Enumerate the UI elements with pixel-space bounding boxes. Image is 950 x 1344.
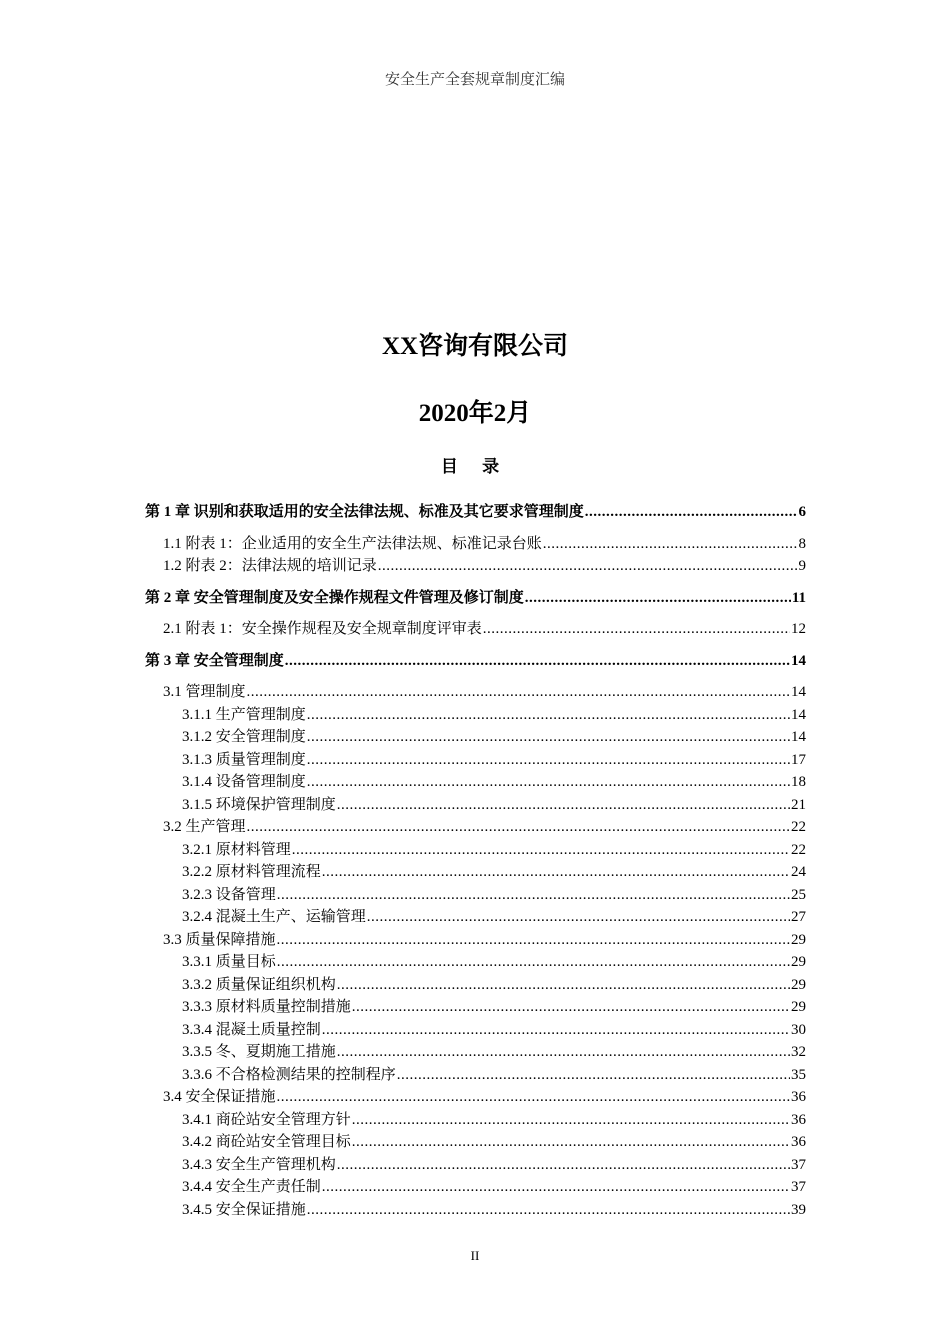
toc-leader-dots [337,1154,790,1177]
toc-entry[interactable] [145,681,806,704]
toc-entry-label: 3.2.1 原材料管理 [182,841,291,858]
toc-entry[interactable] [145,555,806,578]
toc-entry[interactable] [145,974,806,997]
toc-leader-dots [307,749,790,772]
toc-entry-page: 29 [791,931,806,948]
document-date: 2020年2月 [418,400,532,427]
toc-entry-label: 3.3.3 原材料质量控制措施 [182,999,351,1015]
toc-entry-page: 14 [791,684,806,700]
toc-entry-page: 17 [791,751,806,768]
toc-entry-page: 36 [791,1111,806,1128]
toc-entry-label: 2.1 附表 1：安全操作规程及安全规章制度评审表 [163,621,482,637]
toc-leader-dots [307,1199,790,1222]
toc-entry-page: 30 [791,1021,806,1038]
toc-entry-label: 3.4 安全保证措施 [163,1089,276,1105]
toc-entry[interactable] [145,884,806,907]
toc-leader-dots [397,1064,790,1087]
toc-entry-label: 3.4.1 商砼站安全管理方针 [182,1111,351,1128]
toc-entry-page: 35 [791,1066,806,1083]
toc-entry-label: 3.4.5 安全保证措施 [182,1201,306,1218]
toc-entry-page: 36 [791,1134,806,1150]
toc-leader-dots [378,555,798,578]
toc-entry-label: 1.2 附表 2：法律法规的培训记录 [163,558,377,574]
toc-entry[interactable] [145,1086,806,1109]
toc-entry-label: 3.2.2 原材料管理流程 [182,864,321,880]
toc-entry[interactable] [145,1154,806,1177]
toc-entry-label: 3.1.3 质量管理制度 [182,751,306,768]
toc-entry-label: 3.4.3 安全生产管理机构 [182,1156,336,1173]
toc-entry[interactable] [145,951,806,974]
toc-entry-page: 14 [791,729,806,745]
toc-entry-page: 8 [798,535,806,552]
toc-chapter-entry[interactable] [145,650,806,673]
toc-leader-dots [277,951,790,974]
toc-chapter-entry[interactable] [145,501,806,524]
toc-entry-label: 3.4.4 安全生产责任制 [182,1179,321,1195]
toc-entry-page: 32 [791,1044,806,1060]
toc-entry-page: 25 [791,886,806,903]
toc-leader-dots [322,1019,790,1042]
toc-entry-label: 3.3 质量保障措施 [163,931,276,948]
toc-entry-page: 39 [791,1201,806,1218]
toc-entry-page: 6 [798,504,806,520]
toc-leader-dots [307,771,790,794]
toc-entry[interactable] [145,1019,806,1042]
toc-leader-dots [337,794,790,817]
toc-entry-label: 3.2.4 混凝土生产、运输管理 [182,909,366,925]
toc-entry-page: 29 [791,999,806,1015]
toc-entry-page: 14 [791,706,806,723]
toc-entry-page: 37 [791,1179,806,1195]
toc-leader-dots [307,726,790,749]
toc-entry-page: 27 [791,909,806,925]
toc-leader-dots [337,974,790,997]
toc-leader-dots [277,1086,790,1109]
toc-entry-label: 3.1.4 设备管理制度 [182,774,306,790]
toc-entry-page: 29 [791,954,806,970]
toc-entry[interactable] [145,1041,806,1064]
page-header: 安全生产全套规章制度汇编 [384,72,565,88]
toc-entry-label: 1.1 附表 1：企业适用的安全生产法律法规、标准记录台账 [163,535,542,552]
toc-entry-label: 3.2.3 设备管理 [182,886,276,903]
toc-entry-label: 3.4.2 商砼站安全管理目标 [182,1134,351,1150]
toc-entry-label: 3.3.4 混凝土质量控制 [182,1021,321,1038]
toc-leader-dots [585,501,798,524]
toc-entry-page: 21 [791,796,806,813]
toc-leader-dots [277,929,790,952]
toc-entry-label: 第 3 章 安全管理制度 [145,652,284,669]
toc-leader-dots [352,1131,790,1154]
toc-entry-label: 3.3.2 质量保证组织机构 [182,976,336,993]
toc-entry-page: 24 [791,864,806,880]
page-number: II [470,1248,480,1263]
toc-entry[interactable] [145,996,806,1019]
toc-entry[interactable] [145,533,806,556]
toc-entry-page: 18 [791,774,806,790]
toc-entry[interactable] [145,1199,806,1222]
toc-leader-dots [247,681,790,704]
toc-entry[interactable] [145,1131,806,1154]
toc-leader-dots [307,704,790,727]
company-name: XX咨询有限公司 [381,333,569,360]
toc-entry-page: 11 [791,589,806,606]
toc-leader-dots [337,1041,790,1064]
toc-leader-dots [543,533,798,556]
toc-entry[interactable] [145,906,806,929]
toc-entry[interactable] [145,929,806,952]
toc-leader-dots [483,618,790,641]
toc-entry-page: 29 [791,976,806,993]
toc-entry-page: 22 [791,841,806,858]
toc-leader-dots [277,884,790,907]
table-of-contents [145,492,806,1221]
toc-title: 目 录 [440,457,510,476]
toc-entry[interactable] [145,771,806,794]
toc-entry-page: 12 [791,621,806,637]
toc-entry[interactable] [145,861,806,884]
toc-leader-dots [352,1109,790,1132]
toc-entry-label: 第 1 章 识别和获取适用的安全法律法规、标准及其它要求管理制度 [145,504,584,520]
toc-entry[interactable] [145,1176,806,1199]
toc-leader-dots [352,996,790,1019]
toc-entry-page: 14 [791,652,806,669]
toc-entry-label: 3.2 生产管理 [163,819,246,835]
toc-entry[interactable] [145,704,806,727]
toc-entry[interactable] [145,618,806,641]
toc-entry-label: 3.3.1 质量目标 [182,954,276,970]
toc-entry[interactable] [145,794,806,817]
toc-entry[interactable] [145,749,806,772]
toc-entry-label: 3.1 管理制度 [163,684,246,700]
toc-entry-label: 3.3.6 不合格检测结果的控制程序 [182,1066,396,1083]
toc-entry[interactable] [145,816,806,839]
toc-leader-dots [292,839,790,862]
toc-entry[interactable] [145,1109,806,1132]
toc-entry[interactable] [145,839,806,862]
toc-entry-page: 22 [791,819,806,835]
toc-entry[interactable] [145,1064,806,1087]
toc-entry[interactable] [145,726,806,749]
toc-entry-label: 3.1.5 环境保护管理制度 [182,796,336,813]
toc-leader-dots [322,861,790,884]
toc-leader-dots [322,1176,790,1199]
toc-entry-label: 3.1.1 生产管理制度 [182,706,306,723]
toc-leader-dots [247,816,790,839]
toc-leader-dots [525,587,791,610]
toc-chapter-entry[interactable] [145,587,806,610]
toc-entry-page: 36 [791,1089,806,1105]
toc-entry-page: 37 [791,1156,806,1173]
toc-entry-page: 9 [798,558,806,574]
toc-entry-label: 3.3.5 冬、夏期施工措施 [182,1044,336,1060]
toc-entry-label: 3.1.2 安全管理制度 [182,729,306,745]
toc-leader-dots [367,906,790,929]
toc-leader-dots [285,650,790,673]
toc-entry-label: 第 2 章 安全管理制度及安全操作规程文件管理及修订制度 [145,589,524,606]
